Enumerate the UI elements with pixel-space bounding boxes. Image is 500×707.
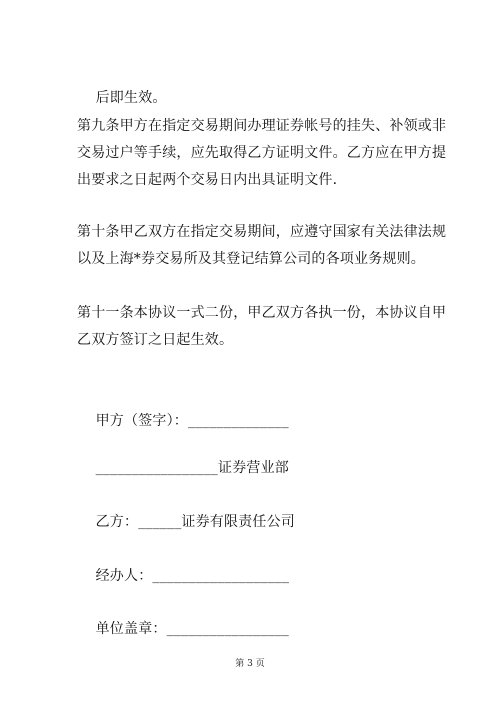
paragraph-article-11: [77, 300, 447, 354]
text-line: 甲方（签字）：______________: [95, 413, 289, 429]
text-line: 经办人：___________________: [95, 568, 290, 584]
text-line: 第十一条本协议一式二份，甲乙双方各执一份，本协议自甲: [77, 305, 447, 321]
text-line: 乙方：______证券有限责任公司: [95, 514, 296, 530]
text-line: 单位盖章：_________________: [95, 621, 290, 637]
text-line: 第九条甲方在指定交易期间办理证券帐号的挂失、补领或非: [77, 118, 447, 134]
text-line: 出要求之日起两个交易日内出具证明文件.: [77, 172, 338, 188]
text-line: 第十条甲乙双方在指定交易期间，应遵守国家有关法律法规: [77, 224, 447, 240]
page-number: 第 3 页: [235, 659, 265, 669]
paragraph-article-10: [77, 219, 447, 273]
text-line: 以及上海*券交易所及其登记结算公司的各项业务规则。: [77, 251, 425, 267]
text-line: 交易过户等手续，应先取得乙方证明文件。乙方应在甲方提: [77, 145, 447, 161]
paragraph-article-9: [77, 113, 447, 194]
text-line: 后即生效。: [95, 90, 167, 106]
text-line: 乙双方签订之日起生效。: [77, 332, 234, 348]
text-line: _________________证券营业部: [95, 460, 290, 476]
